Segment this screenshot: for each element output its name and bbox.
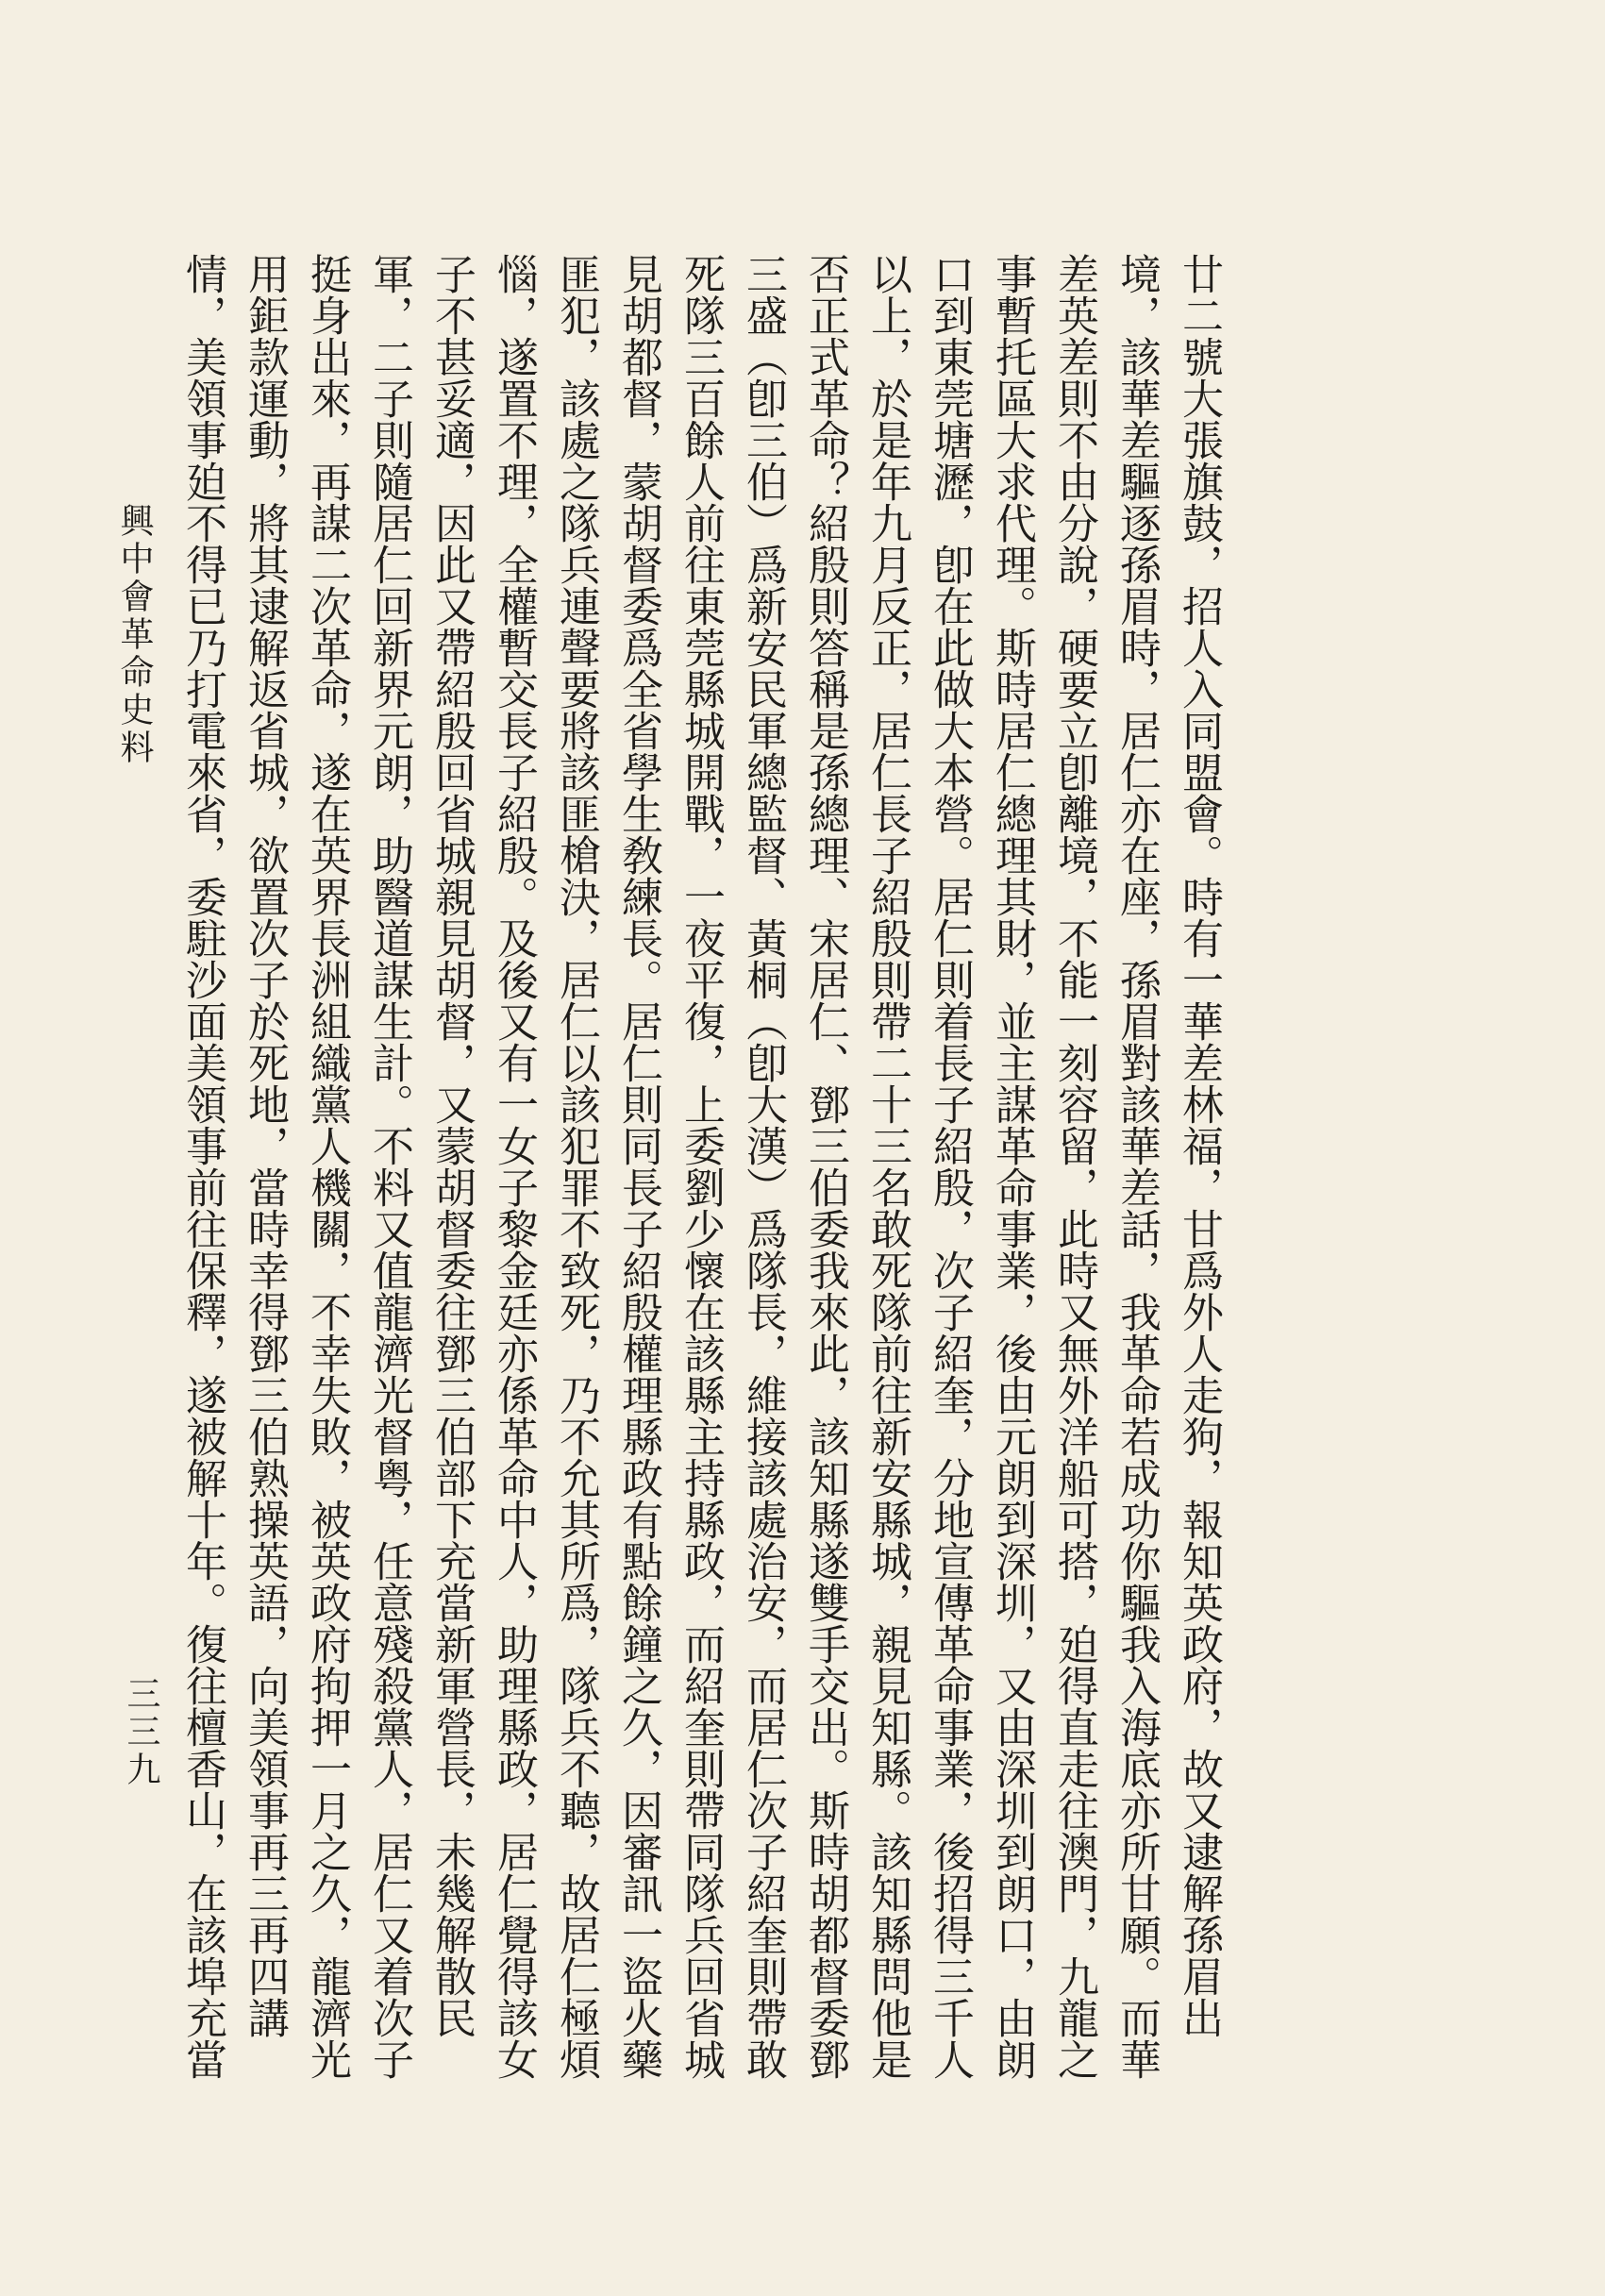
text-column: 挺身出來，再謀二次革命，遂在英界長洲組織黨人機關，不幸失敗，被英政府拘押一月之久，龍濟光 (303, 253, 351, 2080)
text-column: 事暫托區大求代理。斯時居仁總理其財，並主謀革命事業，後由元朗到深圳，又由深圳到朗口，由朗 (988, 253, 1036, 2080)
text-column: 匪犯，該處之隊兵連聲要將該匪槍決，居仁以該犯罪不致死，乃不允其所爲，隊兵不聽，故居仁極煩 (552, 253, 600, 2080)
text-column: 情，美領事廹不得已乃打電來省，委駐沙面美領事前往保釋，遂被解十年。復往檀香山，在該埠充當 (178, 253, 226, 2080)
text-column: 見胡都督，蒙胡督委爲全省學生敎練長。居仁則同長子紹殷權理縣政有點餘鐘之久，因審訊一盜火藥 (614, 253, 662, 2080)
running-title: 興中會革命史料 (115, 503, 154, 767)
text-column: 惱，遂置不理，全權暫交長子紹殷。及後又有一女子黎金廷亦係革命中人，助理縣政，居仁覺得該女 (490, 253, 538, 2080)
main-text (178, 253, 1229, 2121)
page-number: 三三九 (122, 1676, 160, 1789)
text-column: 口到東莞塘瀝，卽在此做大本營。居仁則着長子紹殷，次子紹奎，分地宣傳革命事業，後招得三千人 (926, 253, 974, 2080)
text-column: 境，該華差驅逐孫眉時，居仁亦在座，孫眉對該華差話，我革命若成功你驅我入海底亦所甘願。而華 (1112, 253, 1161, 2080)
text-column: 死隊三百餘人前往東莞縣城開戰，一夜平復，上委劉少懷在該縣主持縣政，而紹奎則帶同隊兵回省城 (677, 253, 725, 2080)
text-column: 用鉅款運動，將其逮解返省城，欲置次子於死地，當時幸得鄧三伯熟操英語，向美領事再三再四講 (241, 253, 289, 2038)
text-column: 否正式革命？紹殷則答稱是孫總理、宋居仁、鄧三伯委我來此，該知縣遂雙手交出。斯時胡都督委鄧 (801, 253, 849, 2080)
text-column: 子不甚妥適，因此又帶紹殷回省城親見胡督，又蒙胡督委往鄧三伯部下充當新軍營長，未幾解散民 (427, 253, 476, 2038)
text-column: 軍，二子則隨居仁回新界元朗，助醫道謀生計。不料又值龍濟光督粤，任意殘殺黨人，居仁又着次子 (365, 253, 413, 2080)
text-column: 以上，於是年九月反正，居仁長子紹殷則帶二十三名敢死隊前往新安縣城，親見知縣。該知縣問他是 (863, 253, 911, 2080)
text-column: 三盛（卽三伯）爲新安民軍總監督、黃桐（卽大漢）爲隊長，維接該處治安，而居仁次子紹奎則帶敢 (739, 253, 787, 2080)
text-column: 差英差則不由分說，硬要立卽離境，不能一刻容留，此時又無外洋船可搭，廹得直走往澳門，九龍之 (1050, 253, 1098, 2080)
text-column: 廿二號大張旗鼓，招人入同盟會。時有一華差林福，甘爲外人走狗，報知英政府，故又逮解孫眉出 (1175, 253, 1223, 2038)
